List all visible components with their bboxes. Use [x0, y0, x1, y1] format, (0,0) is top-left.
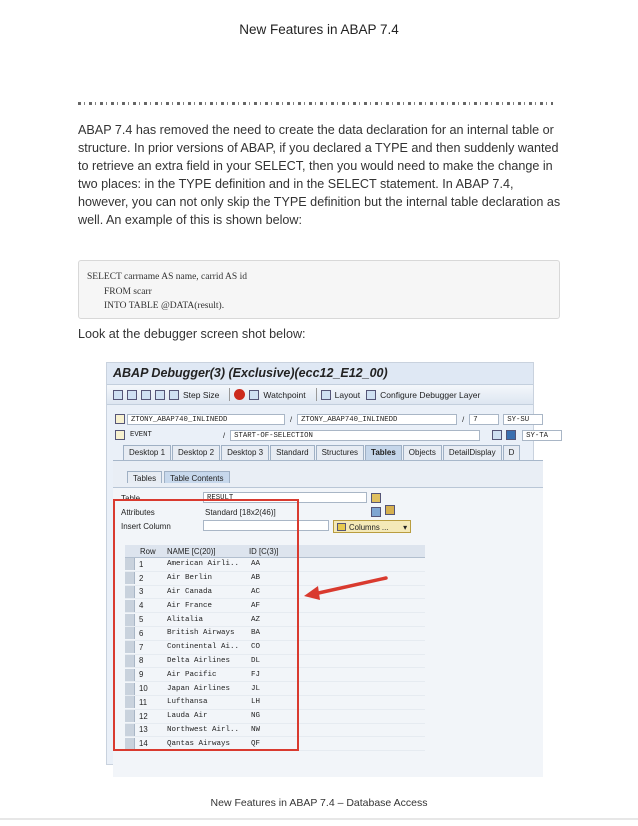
- edit-icon[interactable]: [492, 430, 502, 440]
- page-footer: New Features in ABAP 7.4 – Database Access: [210, 797, 428, 809]
- cell-name: Air Berlin: [167, 574, 213, 583]
- tab-objects[interactable]: Objects: [403, 445, 442, 460]
- chevron-down-icon: ▾: [403, 522, 407, 532]
- table-name-field[interactable]: RESULT: [203, 492, 367, 503]
- configure-icon: [366, 390, 376, 400]
- cell-name: Continental Ai..: [167, 643, 240, 652]
- cell-id: FJ: [251, 670, 261, 679]
- debugger-window-title: ABAP Debugger(3) (Exclusive)(ecc12_E12_00): [107, 363, 533, 384]
- continue-icon[interactable]: [155, 390, 165, 400]
- event-field-row: EVENT / START-OF-SELECTION SY-TA: [113, 429, 562, 441]
- tab-detaildisplay[interactable]: DetailDisplay: [443, 445, 502, 460]
- toolbar-separator: [316, 388, 317, 401]
- cell-name: Air Pacific: [167, 670, 217, 679]
- info-icon[interactable]: [506, 430, 516, 440]
- debugger-toolbar: [107, 384, 533, 405]
- code-line-1: SELECT carrname AS name, carrid AS id: [87, 272, 247, 282]
- table-tools-icon[interactable]: [385, 505, 395, 515]
- code-block: [78, 260, 560, 319]
- cell-id: AB: [251, 574, 261, 583]
- watchpoint-icon: [249, 390, 259, 400]
- table-settings-icon[interactable]: [371, 507, 381, 517]
- code-line-2: FROM scarr: [104, 286, 152, 297]
- debugger-intro-paragraph: Look at the debugger screen shot below:: [78, 327, 306, 341]
- layout-icon: [321, 390, 331, 400]
- cell-id: JL: [251, 684, 261, 693]
- tab-desktop-2[interactable]: Desktop 2: [172, 445, 220, 460]
- cell-row-number: 7: [139, 642, 144, 652]
- pointer-arrow: [300, 566, 390, 606]
- program-field-2[interactable]: ZTONY_ABAP740_INLINEDD: [297, 414, 457, 425]
- cell-id: NG: [251, 712, 261, 721]
- tab-desktop-3[interactable]: Desktop 3: [221, 445, 269, 460]
- attributes-value: Standard [18x2(46)]: [205, 508, 276, 517]
- columns-dropdown-button[interactable]: Columns ... ▾: [333, 520, 411, 533]
- step-into-icon[interactable]: [113, 390, 123, 400]
- page-header: New Features in ABAP 7.4: [239, 22, 399, 37]
- header-id[interactable]: ID [C(3)]: [249, 547, 279, 556]
- step-size-icon: [169, 390, 179, 400]
- cell-row-number: 10: [139, 684, 148, 694]
- tab-more[interactable]: D: [503, 445, 521, 460]
- toolbar-separator: [229, 388, 230, 401]
- table-label: Table: [121, 494, 141, 503]
- cell-row-number: 1: [139, 559, 144, 569]
- cell-row-number: 6: [139, 628, 144, 638]
- cell-id: BA: [251, 629, 261, 638]
- cell-row-number: 3: [139, 587, 144, 597]
- cell-name: Qantas Airways: [167, 739, 231, 748]
- tab-standard[interactable]: Standard: [270, 445, 314, 460]
- sy-field-2[interactable]: SY-TA: [522, 430, 562, 441]
- cell-id: CO: [251, 643, 261, 652]
- event-label: EVENT: [130, 430, 152, 439]
- columns-icon: [337, 523, 346, 531]
- cell-id: AC: [251, 587, 261, 596]
- cell-id: AA: [251, 560, 261, 569]
- cell-name: Alitalia: [167, 615, 204, 624]
- cell-row-number: 5: [139, 615, 144, 625]
- return-icon[interactable]: [141, 390, 151, 400]
- table-lookup-icon[interactable]: [371, 493, 381, 503]
- subtab-table-contents[interactable]: Table Contents: [164, 471, 229, 483]
- tab-desktop-1[interactable]: Desktop 1: [123, 445, 171, 460]
- code-line-3: INTO TABLE @DATA(result).: [104, 301, 225, 311]
- subtab-tables[interactable]: Tables: [127, 471, 162, 483]
- step-size-button[interactable]: Step Size: [169, 390, 219, 400]
- cell-row-number: 2: [139, 573, 144, 583]
- cell-name: Lufthansa: [167, 698, 208, 707]
- configure-layer-button[interactable]: Configure Debugger Layer: [366, 390, 480, 400]
- table-subtabs: [127, 471, 232, 483]
- program-icon: [115, 414, 125, 424]
- cell-row-number: 11: [139, 697, 148, 707]
- scan-artifact-line: [78, 102, 553, 105]
- step-over-icon[interactable]: [127, 390, 137, 400]
- tab-tables[interactable]: Tables: [365, 445, 402, 460]
- cell-name: American Airli..: [167, 560, 240, 569]
- header-row[interactable]: Row: [140, 547, 156, 556]
- cell-id: AF: [251, 601, 261, 610]
- cell-name: Air Canada: [167, 587, 213, 596]
- event-value-field[interactable]: START-OF-SELECTION: [230, 430, 480, 441]
- cell-row-number: 14: [139, 739, 148, 749]
- cell-name: Air France: [167, 601, 213, 610]
- highlight-box: [113, 499, 299, 751]
- watchpoint-button[interactable]: Watchpoint: [249, 390, 305, 400]
- insert-column-label: Insert Column: [121, 522, 171, 531]
- program-field-row: ZTONY_ABAP740_INLINEDD / ZTONY_ABAP740_INLINEDD / 7 SY-SU: [113, 413, 543, 425]
- cell-id: LH: [251, 698, 261, 707]
- event-icon: [115, 430, 125, 440]
- cell-id: DL: [251, 656, 261, 665]
- cell-row-number: 12: [139, 711, 148, 721]
- intro-paragraph: ABAP 7.4 has removed the need to create the data declaration for an internal table or structure. In prior versions of ABAP, if you declared a TYPE and then suddenly wanted to retrieve an extra field in your SELECT, then you would need to make the change in two places: in the TYPE definition and in the SELECT statement. In ABAP 7.4, however, you can not only skip the TYPE definition but the internal table declaration as well. An example of this is shown below:: [78, 123, 561, 227]
- footer-rule: [0, 818, 638, 820]
- cell-row-number: 8: [139, 656, 144, 666]
- cell-name: Northwest Airl..: [167, 725, 240, 734]
- arrow-shaft: [314, 578, 386, 594]
- cell-name: British Airways: [167, 629, 235, 638]
- cell-name: Delta Airlines: [167, 656, 231, 665]
- cell-name: Lauda Air: [167, 712, 208, 721]
- line-number-field[interactable]: 7: [469, 414, 499, 425]
- layout-button[interactable]: Layout: [321, 390, 361, 400]
- stop-icon[interactable]: [234, 389, 245, 400]
- cell-row-number: 9: [139, 670, 144, 680]
- sy-field-1[interactable]: SY-SU: [503, 414, 543, 425]
- attributes-label: Attributes: [121, 508, 155, 517]
- cell-id: AZ: [251, 615, 261, 624]
- desktop-tabs: [123, 445, 521, 460]
- program-field-1[interactable]: ZTONY_ABAP740_INLINEDD: [127, 414, 285, 425]
- cell-name: Japan Airlines: [167, 684, 231, 693]
- cell-row-number: 4: [139, 601, 144, 611]
- cell-row-number: 13: [139, 725, 148, 735]
- cell-id: QF: [251, 739, 261, 748]
- arrow-head: [304, 586, 320, 600]
- header-name[interactable]: NAME [C(20)]: [167, 547, 216, 556]
- tab-structures[interactable]: Structures: [316, 445, 364, 460]
- cell-id: NW: [251, 725, 261, 734]
